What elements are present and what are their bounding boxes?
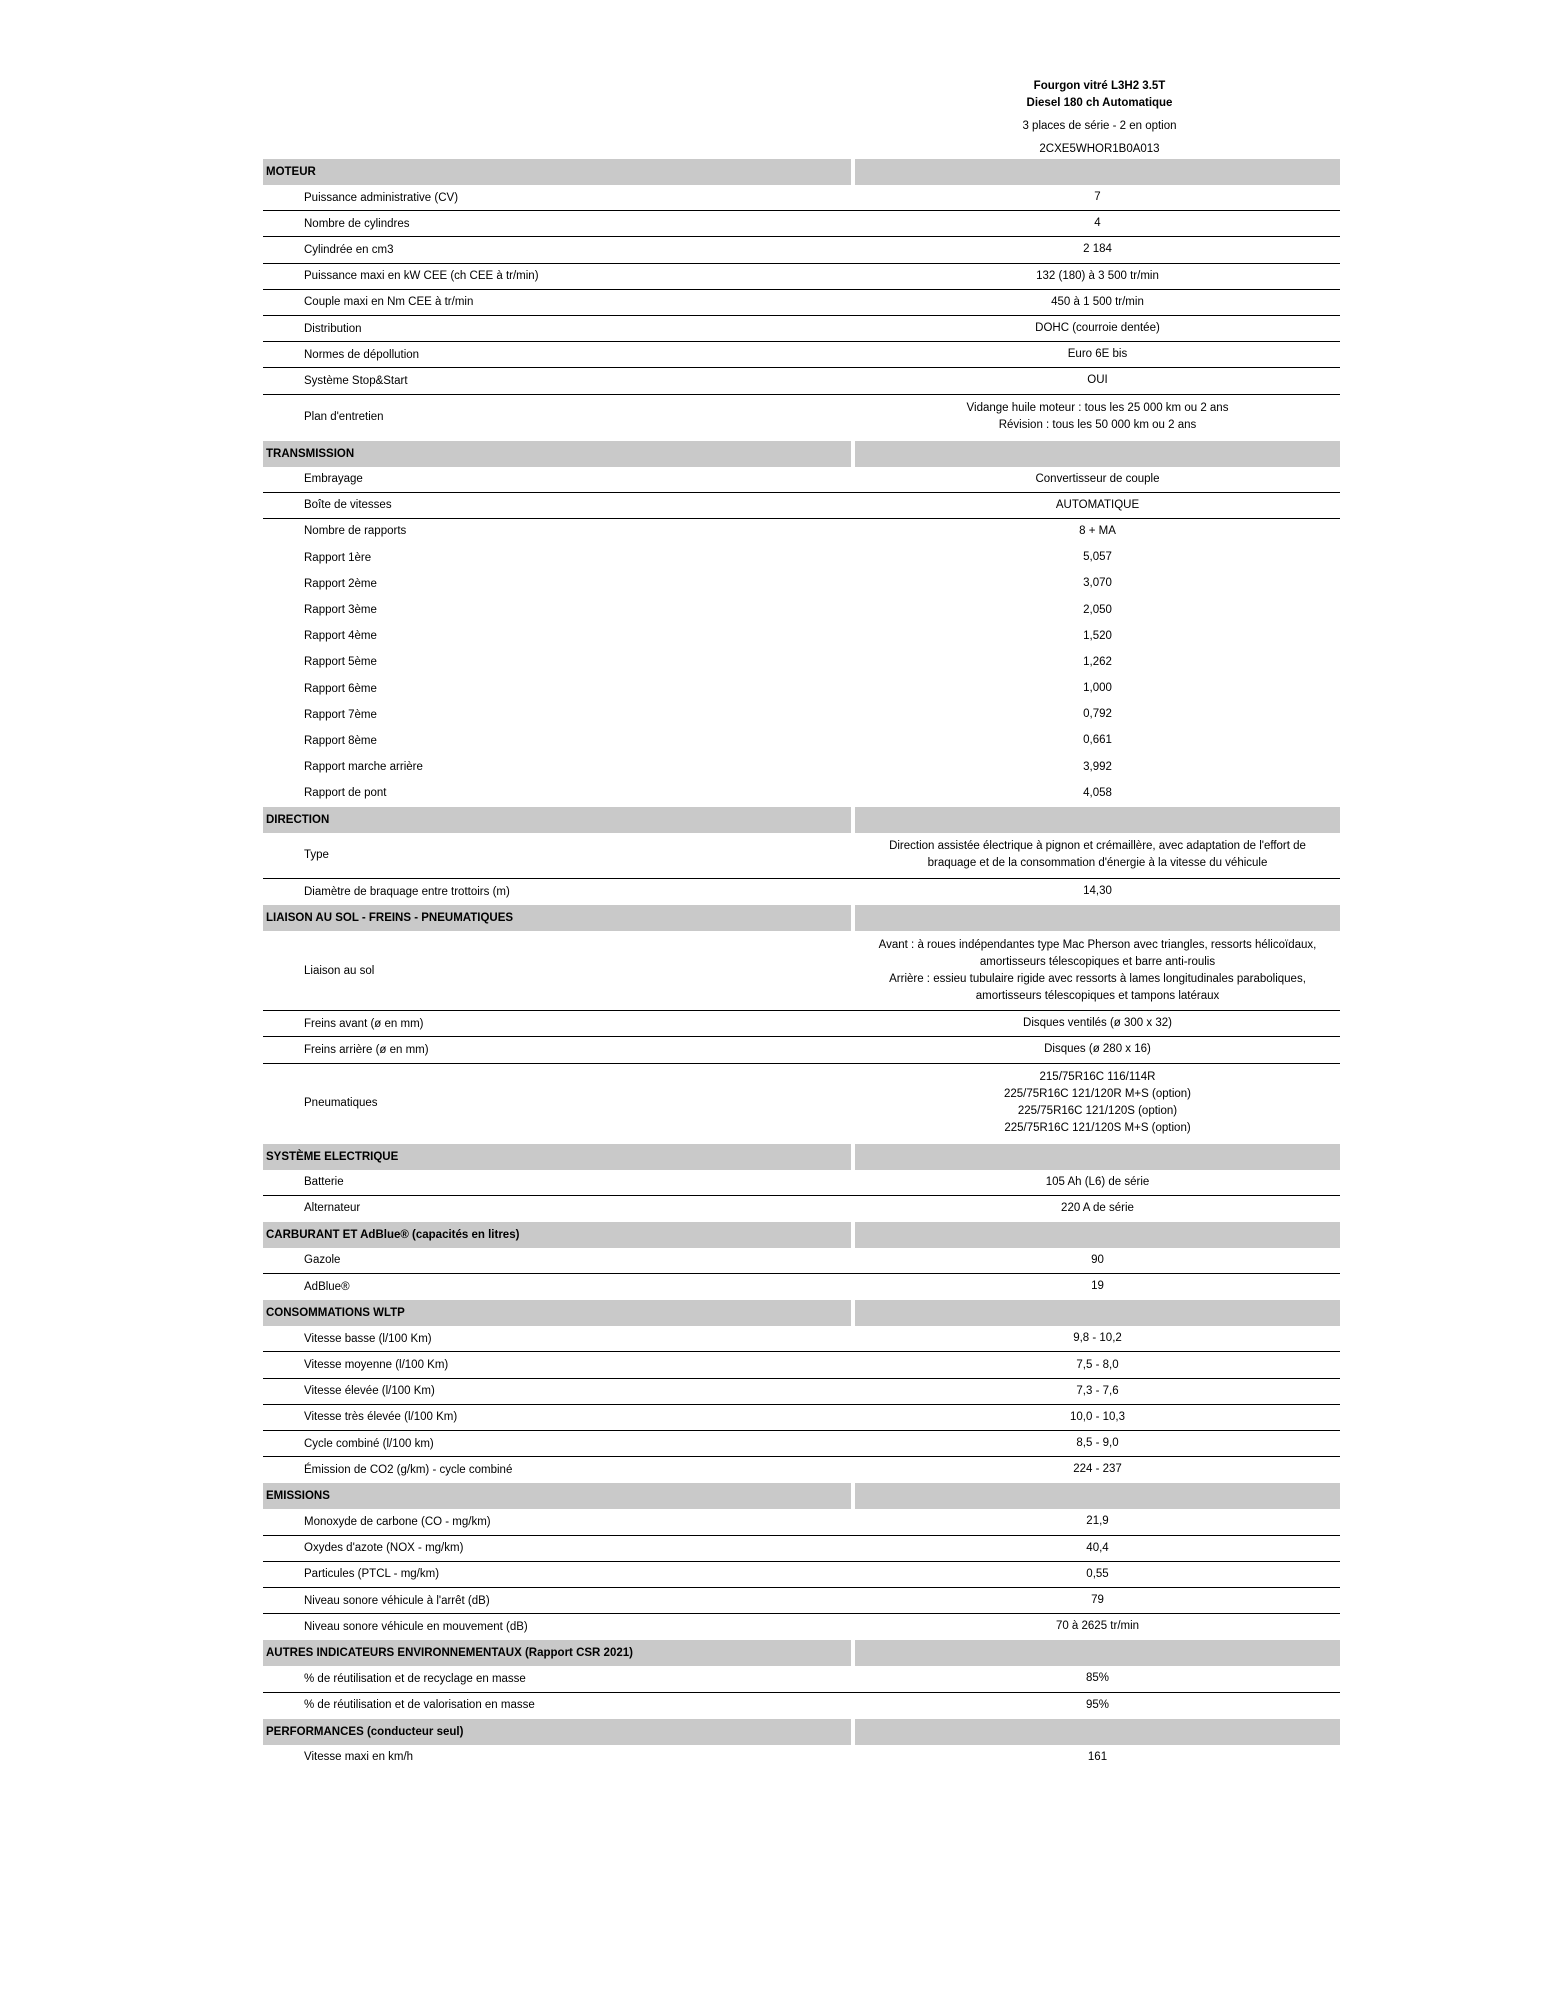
section-header-fill (855, 159, 1340, 185)
section-header-fill (855, 441, 1340, 467)
spec-label: Rapport 3ème (304, 604, 377, 617)
spec-row (263, 1011, 1340, 1037)
spec-value: Convertisseur de couple (1035, 472, 1160, 485)
spec-value: Disques (ø 280 x 16) (1044, 1043, 1151, 1056)
spec-label: Diamètre de braquage entre trottoirs (m) (304, 885, 510, 898)
spec-row (263, 1562, 1340, 1588)
spec-label: Couple maxi en Nm CEE à tr/min (304, 296, 474, 309)
spec-row (263, 342, 1340, 368)
spec-row (263, 1196, 1340, 1222)
spec-label: Rapport 1ère (304, 551, 372, 564)
section-header (263, 1719, 1340, 1745)
spec-value: Disques ventilés (ø 300 x 32) (1023, 1017, 1172, 1030)
section-title: TRANSMISSION (263, 441, 851, 467)
spec-row (263, 493, 1340, 519)
spec-row (263, 1693, 1340, 1719)
section-title: LIAISON AU SOL - FREINS - PNEUMATIQUES (263, 905, 851, 931)
spec-label: Distribution (304, 322, 362, 335)
spec-row (263, 290, 1340, 316)
spec-value: 95% (1085, 1698, 1110, 1711)
spec-row (263, 728, 1340, 754)
spec-label: Normes de dépollution (304, 348, 420, 361)
spec-value: 450 à 1 500 tr/min (1051, 295, 1144, 308)
section-header (263, 905, 1340, 931)
section-title: CARBURANT ET AdBlue® (capacités en litres) (263, 1222, 851, 1248)
section-header (263, 807, 1340, 833)
section-header-fill (855, 1222, 1340, 1248)
section-header (263, 1483, 1340, 1509)
spec-label: Liaison au sol (304, 964, 375, 977)
spec-value: 7,3 - 7,6 (1076, 1384, 1119, 1397)
spec-label: Gazole (304, 1254, 341, 1267)
spec-value: AUTOMATIQUE (1055, 498, 1140, 511)
section-header (263, 1300, 1340, 1326)
spec-value: 1,000 (1083, 682, 1112, 695)
spec-label: Embrayage (304, 473, 363, 486)
section-header (263, 441, 1340, 467)
spec-value: 0,55 (1086, 1567, 1109, 1580)
spec-value: 14,30 (1083, 885, 1112, 898)
section-header (263, 1222, 1340, 1248)
spec-label: Puissance administrative (CV) (304, 191, 459, 204)
spec-value: 105 Ah (L6) de série (1045, 1175, 1150, 1188)
spec-label: Batterie (304, 1176, 344, 1189)
spec-label: Puissance maxi en kW CEE (ch CEE à tr/min) (304, 270, 539, 283)
spec-label: Particules (PTCL - mg/km) (304, 1568, 440, 1581)
spec-row (263, 755, 1340, 781)
spec-value: 3,992 (1083, 760, 1112, 773)
spec-label: Rapport de pont (304, 787, 387, 800)
section-header-fill (855, 807, 1340, 833)
spec-row (263, 879, 1340, 905)
spec-value: 0,661 (1083, 734, 1112, 747)
spec-value: 161 (1087, 1750, 1108, 1763)
spec-label: Vitesse élevée (l/100 Km) (304, 1385, 435, 1398)
spec-label: Rapport 2ème (304, 577, 377, 590)
spec-value: 79 (1091, 1594, 1104, 1607)
spec-label: Pneumatiques (304, 1097, 378, 1109)
spec-row (263, 395, 1340, 441)
spec-row (263, 1405, 1340, 1431)
spec-value: Direction assistée électrique à pignon et crémaillère, avec adaptation de l'effort de braquage et de la consommation d'énergie à la vitesse du véhicule (889, 840, 1306, 870)
spec-value: 7,5 - 8,0 (1076, 1358, 1119, 1371)
spec-row (263, 833, 1340, 879)
spec-label: Alternateur (304, 1202, 361, 1215)
section-header-fill (855, 1640, 1340, 1666)
spec-value: 215/75R16C 116/114R 225/75R16C 121/120R M+S (option) 225/75R16C 121/120S (option) 225/75R16C 121/120S M+S (option) (1004, 1071, 1191, 1134)
spec-value: 70 à 2625 tr/min (1055, 1620, 1140, 1633)
spec-value: 8,5 - 9,0 (1076, 1437, 1119, 1450)
spec-table (263, 159, 1340, 1771)
spec-label: Oxydes d'azote (NOX - mg/km) (304, 1542, 464, 1555)
spec-row (263, 1666, 1340, 1692)
spec-label: Rapport 5ème (304, 656, 377, 669)
vehicle-code: 2CXE5WHOR1B0A013 (1039, 143, 1160, 155)
spec-value: 4,058 (1083, 786, 1112, 799)
spec-row (263, 1379, 1340, 1405)
section-header-fill (855, 1483, 1340, 1509)
spec-label: Monoxyde de carbone (CO - mg/km) (304, 1515, 491, 1528)
spec-row (263, 545, 1340, 571)
vehicle-header (1007, 78, 1192, 158)
spec-value: Avant : à roues indépendantes type Mac Pherson avec triangles, ressorts hélicoïdaux, amortisseurs télescopiques et barre anti-roulis Arrière : essieu tubulaire rigide avec ressorts à lames longitudinales paraboliques, amortisseurs télescopiques et tampons latéraux (878, 938, 1317, 1002)
vehicle-title-line1: Fourgon vitré L3H2 3.5T (1033, 80, 1166, 92)
spec-value: Vidange huile moteur : tous les 25 000 km ou 2 ans Révision : tous les 50 000 km ou 2 ans (966, 402, 1229, 431)
spec-value: 40,4 (1086, 1541, 1109, 1554)
spec-row (263, 1745, 1340, 1771)
spec-value: 8 + MA (1079, 524, 1116, 537)
section-header-fill (855, 1719, 1340, 1745)
spec-row (263, 1248, 1340, 1274)
spec-label: Vitesse maxi en km/h (304, 1751, 414, 1764)
spec-value: 5,057 (1083, 551, 1112, 564)
spec-row (263, 1170, 1340, 1196)
spec-label: % de réutilisation et de recyclage en masse (304, 1672, 526, 1685)
spec-value: 90 (1091, 1253, 1104, 1266)
spec-value: 220 A de série (1061, 1201, 1134, 1214)
spec-value: 10,0 - 10,3 (1070, 1410, 1125, 1423)
vehicle-title-line2: Diesel 180 ch Automatique (1026, 97, 1173, 109)
spec-label: Rapport marche arrière (304, 761, 423, 774)
spec-row (263, 1326, 1340, 1352)
spec-row (263, 519, 1340, 545)
spec-value: 0,792 (1083, 708, 1112, 721)
spec-label: Nombre de cylindres (304, 217, 410, 230)
section-title: AUTRES INDICATEURS ENVIRONNEMENTAUX (Rapport CSR 2021) (263, 1640, 851, 1666)
spec-row (263, 1509, 1340, 1535)
section-title: PERFORMANCES (conducteur seul) (263, 1719, 851, 1745)
spec-row (263, 571, 1340, 597)
spec-value: 1,262 (1083, 655, 1112, 668)
section-title: SYSTÈME ELECTRIQUE (263, 1144, 851, 1170)
spec-label: Émission de CO2 (g/km) - cycle combiné (304, 1463, 513, 1476)
spec-label: AdBlue® (304, 1280, 350, 1293)
section-title: CONSOMMATIONS WLTP (263, 1300, 851, 1326)
spec-label: Cylindrée en cm3 (304, 243, 394, 256)
spec-row (263, 1536, 1340, 1562)
spec-label: Niveau sonore véhicule en mouvement (dB) (304, 1620, 528, 1633)
spec-row (263, 237, 1340, 263)
section-header (263, 1640, 1340, 1666)
section-header-fill (855, 1300, 1340, 1326)
spec-value: 2 184 (1083, 243, 1112, 256)
spec-label: Vitesse très élevée (l/100 Km) (304, 1411, 458, 1424)
spec-label: Rapport 6ème (304, 682, 377, 695)
spec-label: Nombre de rapports (304, 525, 407, 538)
spec-value: 4 (1094, 217, 1101, 230)
spec-value: 132 (180) à 3 500 tr/min (1036, 269, 1159, 282)
spec-label: Freins arrière (ø en mm) (304, 1043, 429, 1056)
spec-row (263, 1614, 1340, 1640)
spec-row (263, 1431, 1340, 1457)
spec-value: 224 - 237 (1073, 1463, 1122, 1476)
spec-value: 1,520 (1083, 629, 1112, 642)
spec-row (263, 211, 1340, 237)
section-title: EMISSIONS (263, 1483, 851, 1509)
spec-row (263, 1037, 1340, 1063)
spec-row (263, 467, 1340, 493)
spec-label: Plan d'entretien (304, 411, 384, 423)
spec-value: OUI (1087, 374, 1108, 387)
spec-row (263, 1274, 1340, 1300)
spec-value: 85% (1085, 1672, 1110, 1685)
spec-label: Rapport 8ème (304, 734, 377, 747)
spec-row (263, 316, 1340, 342)
spec-label: Cycle combiné (l/100 km) (304, 1437, 434, 1450)
spec-value: DOHC (courroie dentée) (1035, 322, 1160, 335)
spec-row (263, 597, 1340, 623)
spec-row (263, 676, 1340, 702)
spec-value: 21,9 (1086, 1515, 1109, 1528)
spec-row (263, 368, 1340, 394)
spec-row (263, 1352, 1340, 1378)
section-header-fill (855, 1144, 1340, 1170)
spec-label: Niveau sonore véhicule à l'arrêt (dB) (304, 1594, 490, 1607)
spec-row (263, 702, 1340, 728)
spec-label: Système Stop&Start (304, 374, 408, 387)
spec-row (263, 1588, 1340, 1614)
spec-row (263, 1457, 1340, 1483)
spec-label: Type (304, 849, 329, 862)
spec-value: 2,050 (1083, 603, 1112, 616)
spec-row (263, 185, 1340, 211)
section-header (263, 159, 1340, 185)
section-title: DIRECTION (263, 807, 851, 833)
spec-value: Euro 6E bis (1067, 348, 1128, 361)
spec-label: Rapport 7ème (304, 708, 377, 721)
spec-label: Boîte de vitesses (304, 499, 392, 512)
spec-value: 7 (1094, 191, 1101, 204)
spec-label: % de réutilisation et de valorisation en masse (304, 1699, 535, 1712)
section-title: MOTEUR (263, 159, 851, 185)
vehicle-places: 3 places de série - 2 en option (1022, 120, 1177, 132)
spec-row (263, 650, 1340, 676)
section-header-fill (855, 905, 1340, 931)
spec-row (263, 624, 1340, 650)
spec-row (263, 264, 1340, 290)
section-header (263, 1144, 1340, 1170)
spec-label: Rapport 4ème (304, 630, 377, 643)
spec-row (263, 781, 1340, 807)
spec-row (263, 931, 1340, 1011)
spec-value: 9,8 - 10,2 (1073, 1332, 1122, 1345)
spec-value: 3,070 (1083, 577, 1112, 590)
spec-label: Vitesse moyenne (l/100 Km) (304, 1359, 449, 1372)
spec-label: Vitesse basse (l/100 Km) (304, 1332, 432, 1345)
spec-value: 19 (1091, 1280, 1104, 1293)
spec-row (263, 1064, 1340, 1144)
spec-label: Freins avant (ø en mm) (304, 1017, 424, 1030)
